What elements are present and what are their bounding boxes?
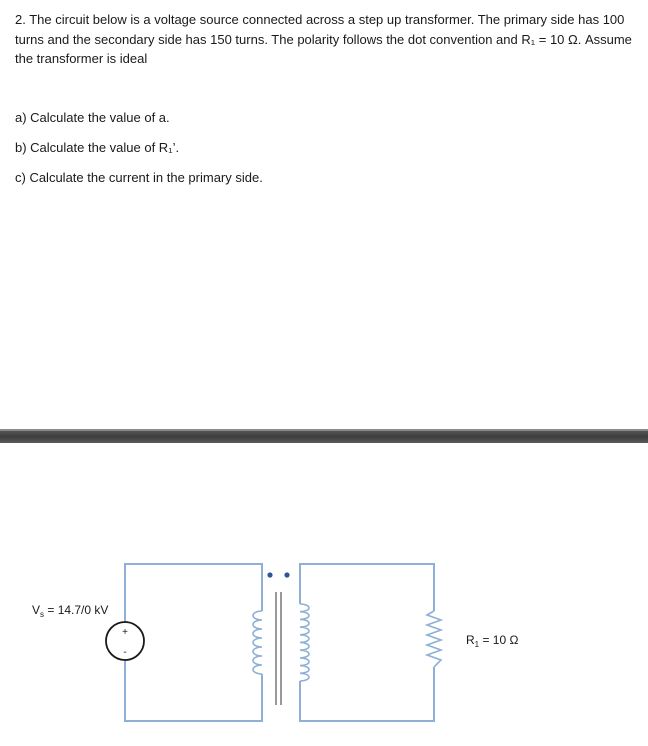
resistor-label: [466, 633, 518, 647]
secondary-polarity-dot: [284, 572, 289, 577]
source-value: = 14.7/0 kV: [47, 603, 109, 617]
circuit-wires: [125, 564, 434, 721]
source-subscript: s: [40, 610, 45, 619]
secondary-bottom-wire: [300, 667, 434, 721]
secondary-coil: [300, 604, 309, 681]
resistor-symbol: R: [466, 633, 475, 647]
question-c: c) Calculate the current in the primary side.: [15, 170, 263, 185]
resistor-subscript: 1: [474, 640, 480, 649]
problem-statement: 2. The circuit below is a voltage source connected across a step up transformer. The primary side has 100 turns and the secondary side has 150 turns. The polarity follows the dot convention and R₁ = 10 Ω. Assume the transformer is ideal: [15, 12, 632, 66]
resistor-icon: [427, 611, 441, 667]
source-plus-sign: +: [122, 627, 128, 638]
primary-bottom-wire: [125, 660, 262, 721]
secondary-top-wire: [300, 564, 434, 611]
primary-coil: [253, 611, 262, 674]
source-voltage-label: [32, 603, 108, 617]
question-b: b) Calculate the value of R₁’.: [15, 140, 180, 155]
question-a: a) Calculate the value of a.: [15, 110, 170, 125]
primary-top-wire: [125, 564, 262, 622]
source-symbol: V: [32, 603, 41, 617]
primary-polarity-dot: [267, 572, 272, 577]
resistor-value: = 10 Ω: [482, 633, 519, 647]
source-minus-sign: -: [123, 647, 127, 658]
